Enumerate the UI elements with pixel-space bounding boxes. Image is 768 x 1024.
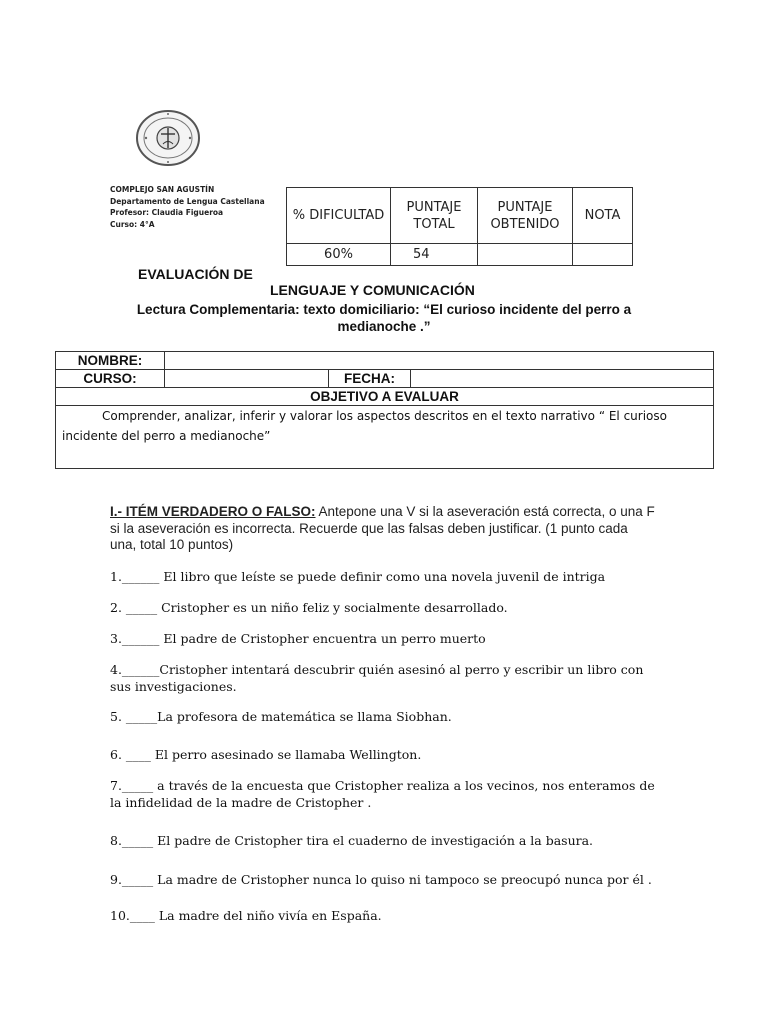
title-subject: LENGUAJE Y COMUNICACIÓN xyxy=(270,282,475,298)
nombre-field[interactable] xyxy=(165,352,714,370)
question-item[interactable]: 10.____ La madre del niño vivía en España. xyxy=(110,908,382,923)
score-value-difficulty: 60% xyxy=(287,244,391,266)
school-seal-logo xyxy=(132,108,204,168)
title-reading: Lectura Complementaria: texto domiciliario: “El curioso incidente del perro a medianoche .” xyxy=(136,302,632,334)
curso-field[interactable] xyxy=(165,370,329,388)
school-department: Departamento de Lengua Castellana xyxy=(110,196,265,206)
score-header-total: PUNTAJE TOTAL xyxy=(391,188,478,244)
question-item[interactable]: 6. ____ El perro asesinado se llamaba Wellington. xyxy=(110,747,422,762)
question-item[interactable]: 1.______ El libro que leíste se puede definir como una novela juvenil de intriga xyxy=(110,569,606,584)
question-item[interactable]: 2. _____ Cristopher es un niño feliz y socialmente desarrollado. xyxy=(110,600,508,615)
section-instructions-text: Antepone una V si la aseveración está correcta, o una F si la aseveración es incorrecta. Recuerde que las falsas deben justificar. (1 punto cada una, total 10 puntos) xyxy=(110,504,655,552)
question-item[interactable]: 9._____ La madre de Cristopher nunca lo quiso ni tampoco se preocupó nunca por él . xyxy=(110,872,652,887)
question-item[interactable]: 5. _____La profesora de matemática se llama Siobhan. xyxy=(110,709,452,724)
score-value-total: 54 xyxy=(391,244,478,266)
section-instructions xyxy=(110,504,655,554)
curso-label: CURSO: xyxy=(56,370,165,388)
fecha-label: FECHA: xyxy=(329,370,411,388)
score-header-obtained: PUNTAJE OBTENIDO xyxy=(478,188,573,244)
objetivo-text: Comprender, analizar, inferir y valorar los aspectos descritos en el texto narrativo “ El curioso incidente del perro a medianoche” xyxy=(62,409,667,443)
score-value-obtained[interactable] xyxy=(478,244,573,266)
title-evaluation: EVALUACIÓN DE xyxy=(138,266,253,282)
question-item[interactable]: 7._____ a través de la encuesta que Cristopher realiza a los vecinos, nos enteramos de la infidelidad de la madre de Cristopher . xyxy=(110,778,655,810)
score-header-difficulty: % DIFICULTAD xyxy=(287,188,391,244)
objetivo-cell xyxy=(56,406,714,469)
school-name: COMPLEJO SAN AGUSTÍN xyxy=(110,185,215,194)
fecha-field[interactable] xyxy=(411,370,714,388)
nombre-label: NOMBRE: xyxy=(56,352,165,370)
student-info-table xyxy=(55,351,714,469)
score-table xyxy=(286,187,633,266)
question-item[interactable]: 4.______Cristopher intentará descubrir quién asesinó al perro y escribir un libro con sus investigaciones. xyxy=(110,662,644,694)
score-header-grade: NOTA xyxy=(573,188,633,244)
section-heading: I.- ITÉM VERDADERO O FALSO: xyxy=(110,504,316,519)
school-info xyxy=(110,184,265,230)
question-item[interactable]: 3.______ El padre de Cristopher encuentra un perro muerto xyxy=(110,631,486,646)
question-item[interactable]: 8._____ El padre de Cristopher tira el cuaderno de investigación a la basura. xyxy=(110,833,594,848)
score-value-grade[interactable] xyxy=(573,244,633,266)
school-course: Curso: 4°A xyxy=(110,219,155,229)
school-teacher: Profesor: Claudia Figueroa xyxy=(110,208,224,217)
objetivo-label: OBJETIVO A EVALUAR xyxy=(56,388,714,406)
